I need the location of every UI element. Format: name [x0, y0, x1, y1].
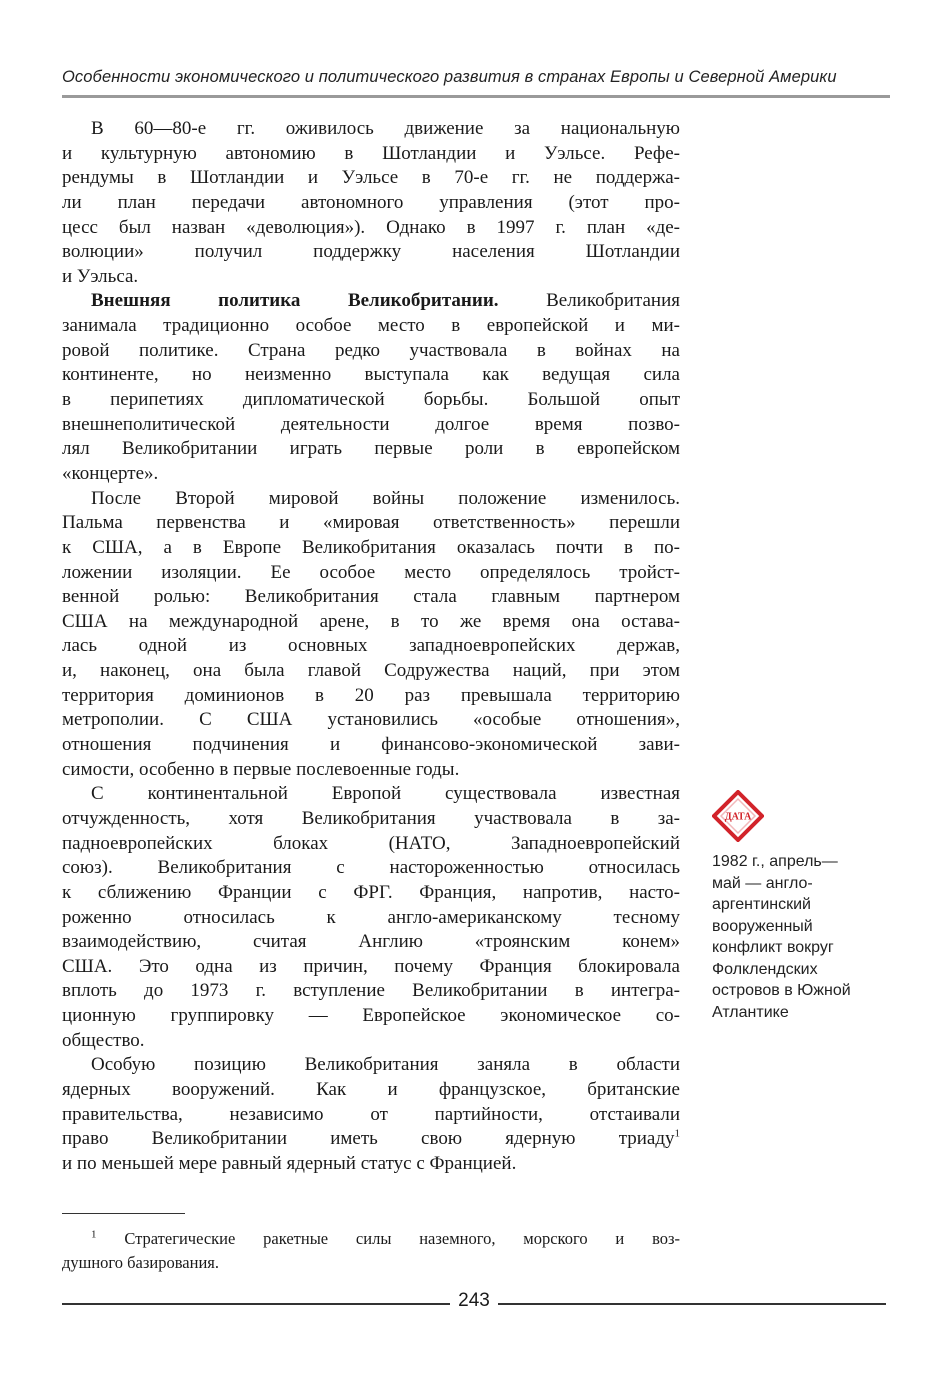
line-text: и по меньшей мере равный ядерный статус с Францией.	[62, 1152, 517, 1174]
text-line	[62, 240, 680, 265]
text-line	[62, 906, 680, 931]
footnote-marker: 1	[91, 1228, 97, 1241]
line-text: и Уэльса.	[62, 265, 139, 287]
text-line	[62, 289, 680, 314]
text-line	[62, 1078, 680, 1103]
line-text: отношения подчинения и финансово-экономической зави-	[62, 734, 680, 756]
date-note-line: аргентинский	[712, 896, 811, 913]
text-line	[62, 437, 680, 462]
line-text: ложении изоляции. Ее особое место определялось тройст-	[62, 561, 680, 583]
line-text: лял Великобритании играть первые роли в европейском	[62, 438, 680, 460]
page-number: 243	[458, 1290, 490, 1311]
line-text: правительства, независимо от партийности, отстаивали	[62, 1103, 680, 1125]
line-text: После Второй мировой войны положение изменилось.	[91, 487, 680, 509]
text-line	[62, 142, 680, 167]
line-text: и, наконец, она была главой Содружества наций, при этом	[62, 660, 680, 682]
text-line	[62, 166, 680, 191]
line-text: метрополии. С США установились «особые отношения»,	[62, 709, 680, 731]
date-note-line: островов в Южной	[712, 982, 851, 999]
footer-rule-right	[498, 1303, 886, 1305]
text-line	[62, 561, 680, 586]
text-line	[62, 782, 680, 807]
line-text: в перипетиях дипломатической борьбы. Большой опыт	[62, 389, 680, 411]
text-line	[62, 339, 680, 364]
footnote-line	[62, 1227, 680, 1251]
text-line	[62, 413, 680, 438]
text-line	[62, 733, 680, 758]
text-line	[62, 216, 680, 241]
text-line	[62, 930, 680, 955]
text-line	[62, 659, 680, 684]
line-text: венной ролью: Великобритания стала главным партнером	[62, 586, 680, 608]
text-line	[62, 191, 680, 216]
line-text: общество.	[62, 1029, 145, 1051]
text-line	[62, 1152, 680, 1177]
text-line	[62, 708, 680, 733]
line-text: симости, особенно в первые послевоенные годы.	[62, 758, 460, 780]
line-text: занимала традиционно особое место в европейской и ми-	[62, 315, 680, 337]
text-line	[62, 1029, 680, 1054]
line-text: и культурную автономию в Шотландии и Уэльсе. Рефе-	[62, 142, 680, 164]
date-note-line: Атлантике	[712, 1003, 789, 1021]
footnote	[62, 1227, 680, 1275]
date-badge-label: ДАТА	[724, 811, 752, 823]
line-text: территория доминионов в 20 раз превышала территорию	[62, 684, 680, 706]
text-line	[62, 979, 680, 1004]
line-text: «концерте».	[62, 462, 159, 484]
text-line	[62, 585, 680, 610]
text-line	[62, 881, 680, 906]
line-text: взаимодействию, считая Англию «троянским конем»	[62, 931, 680, 953]
line-text: роженно относилась к англо-американскому тесному	[62, 906, 680, 928]
line-text: США на международной арене, в то же время она остава-	[62, 610, 680, 632]
line-text: ли план передачи автономного управления (этот про-	[62, 191, 680, 213]
text-line	[62, 1127, 680, 1152]
line-text: к сближению Франции с ФРГ. Франция, напротив, насто-	[62, 881, 680, 903]
text-line	[62, 462, 680, 487]
text-line	[62, 807, 680, 832]
text-line	[62, 363, 680, 388]
footnote-text: Стратегические ракетные силы наземного, морского и воз-	[124, 1229, 681, 1248]
line-text: ровой политике. Страна редко участвовала в войнах на	[62, 339, 680, 361]
line-text: Великобритания	[498, 290, 680, 312]
line-text: В 60—80-е гг. оживилось движение за национальную	[91, 118, 680, 139]
footnote-divider	[62, 1213, 185, 1214]
footnote-text: душного базирования.	[62, 1253, 219, 1272]
line-text: Особую позицию Великобритания заняла в области	[91, 1054, 680, 1076]
header-divider	[62, 95, 890, 98]
line-text: отчужденность, хотя Великобритания участвовала в за-	[62, 807, 680, 829]
line-text: падноевропейских блоках (НАТО, Западноевропейский	[62, 832, 680, 854]
text-line	[62, 117, 680, 142]
text-line	[62, 758, 680, 783]
date-note-line: Фолклендских	[712, 960, 818, 978]
date-badge-icon	[712, 790, 764, 842]
line-text: ционную группировку — Европейское экономическое со-	[62, 1005, 680, 1027]
line-text: союз). Великобритания с настороженностью относилась	[62, 857, 680, 879]
line-text: лась одной из основных западноевропейских держав,	[62, 635, 680, 657]
text-line	[62, 832, 680, 857]
text-line	[62, 388, 680, 413]
main-text	[62, 117, 680, 1177]
text-line	[62, 1053, 680, 1078]
line-text: континенте, но неизменно выступала как ведущая сила	[62, 364, 680, 386]
text-line	[62, 684, 680, 709]
text-line	[62, 1103, 680, 1128]
date-note-line: вооруженный	[712, 917, 813, 935]
line-text: Пальма первенства и «мировая ответственность» перешли	[62, 512, 680, 534]
line-text: США. Это одна из причин, почему Франция блокировала	[62, 955, 680, 977]
line-text: С континентальной Европой существовала известная	[91, 783, 680, 805]
date-note	[712, 851, 892, 1023]
line-text: право Великобритании иметь свою ядерную триаду	[62, 1128, 675, 1150]
line-text: цесс был назван «деволюция»). Однако в 1997 г. план «де-	[62, 216, 680, 238]
date-note-line: 1982 г., апрель—	[712, 853, 838, 870]
line-text: вплоть до 1973 г. вступление Великобритании в интегра-	[62, 980, 680, 1002]
line-text: внешнеполитической деятельности долгое время позво-	[62, 413, 680, 435]
text-line	[62, 536, 680, 561]
text-line	[62, 487, 680, 512]
text-line	[62, 1004, 680, 1029]
footnote-line	[62, 1251, 680, 1275]
line-text: ядерных вооружений. Как и французское, британские	[62, 1078, 680, 1100]
line-text: к США, а в Европе Великобритания оказалась почти в по-	[62, 536, 680, 558]
line-text: рендумы в Шотландии и Уэльсе в 70-е гг. не поддержа-	[62, 167, 680, 189]
text-line	[62, 610, 680, 635]
text-line	[62, 955, 680, 980]
line-text: волюции» получил поддержку населения Шотландии	[62, 241, 680, 263]
text-line	[62, 856, 680, 881]
date-note-line: конфликт вокруг	[712, 939, 834, 956]
text-line	[62, 314, 680, 339]
text-line	[62, 634, 680, 659]
running-header: Особенности экономического и политического развития в странах Европы и Северной Америки	[62, 68, 837, 86]
text-line	[62, 265, 680, 290]
section-heading: Внешняя политика Великобритании.	[91, 290, 499, 312]
page-footer	[62, 1290, 886, 1316]
date-note-line: май — англо-	[712, 874, 813, 892]
footnote-ref[interactable]: 1	[674, 1127, 680, 1140]
text-line	[62, 511, 680, 536]
